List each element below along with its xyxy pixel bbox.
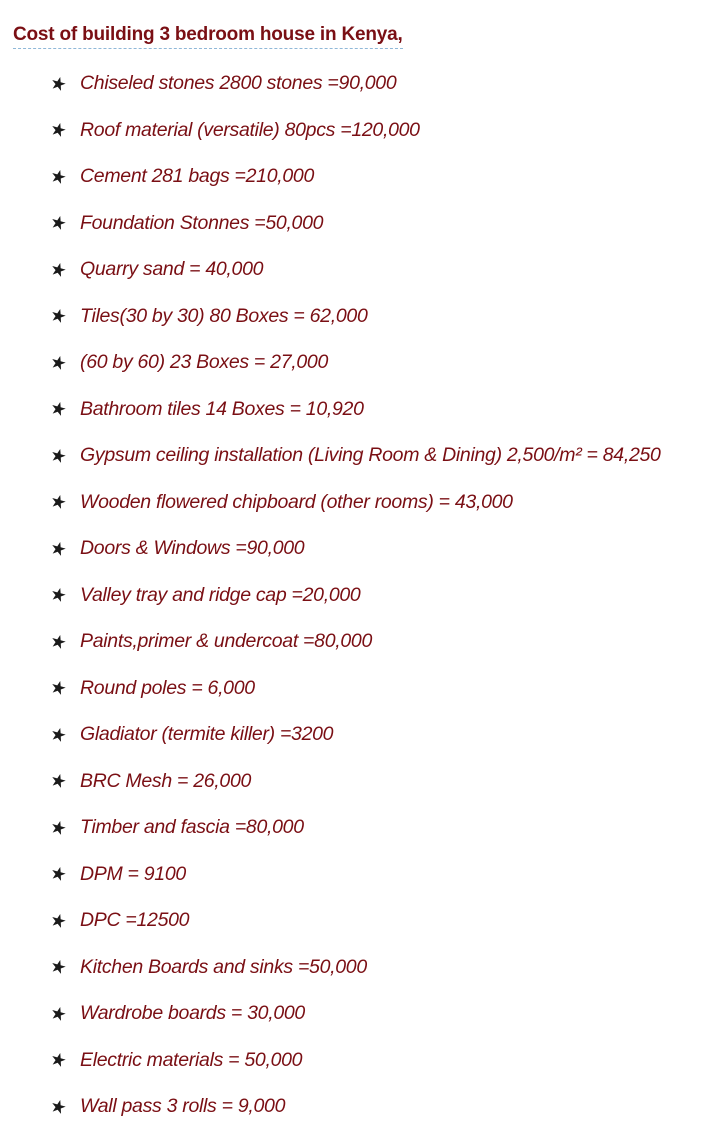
list-item-text: Timber and fascia =80,000 [80, 816, 304, 838]
list-item-text: DPC =12500 [80, 909, 190, 931]
cost-list [0, 60, 720, 1130]
list-item [0, 153, 720, 200]
list-item [0, 758, 720, 805]
list-item-text: Round poles = 6,000 [80, 676, 255, 699]
list-item-text: Doors & Windows =90,000 [80, 537, 305, 559]
list-item [0, 386, 720, 433]
list-item-text: Roof material (versatile) 80pcs =120,000 [80, 118, 420, 141]
star-icon [49, 479, 67, 526]
star-icon [49, 293, 67, 340]
star-icon [49, 432, 67, 479]
star-icon [49, 851, 67, 898]
star-icon [49, 990, 67, 1037]
list-item [0, 339, 720, 386]
list-item-text: BRC Mesh = 26,000 [80, 769, 252, 792]
list-item [0, 711, 720, 758]
star-icon [49, 200, 67, 247]
list-item-text: Valley tray and ridge cap =20,000 [80, 583, 361, 606]
list-item-text: Gladiator (termite killer) =3200 [80, 723, 334, 745]
star-icon [49, 60, 67, 107]
star-icon [49, 107, 67, 154]
list-item-text: Paints,primer & undercoat =80,000 [80, 630, 372, 652]
list-item [0, 851, 720, 898]
star-icon [49, 525, 67, 572]
list-item-text: Electric materials = 50,000 [80, 1048, 303, 1071]
page-title: Cost of building 3 bedroom house in Kenya, [13, 23, 403, 49]
list-item [0, 432, 720, 479]
star-icon [49, 804, 67, 851]
star-icon [49, 386, 67, 433]
star-icon [49, 665, 67, 712]
list-item [0, 60, 720, 107]
star-icon [49, 1037, 67, 1084]
list-item-text: DPM = 9100 [80, 862, 186, 885]
list-item [0, 1037, 720, 1084]
list-item-text: Wooden flowered chipboard (other rooms) = 43,000 [80, 490, 513, 513]
list-item [0, 897, 720, 944]
list-item-text: Wardrobe boards = 30,000 [80, 1002, 305, 1024]
list-item-text: Bathroom tiles 14 Boxes = 10,920 [80, 397, 364, 420]
list-item [0, 1083, 720, 1130]
star-icon [49, 897, 67, 944]
star-icon [49, 711, 67, 758]
star-icon [49, 758, 67, 805]
list-item-text: Kitchen Boards and sinks =50,000 [80, 955, 367, 978]
list-item-text: Quarry sand = 40,000 [80, 258, 264, 280]
list-item-text: (60 by 60) 23 Boxes = 27,000 [80, 351, 328, 373]
list-item [0, 200, 720, 247]
list-item [0, 107, 720, 154]
list-item-text: Foundation Stonnes =50,000 [80, 211, 324, 234]
list-item-text: Wall pass 3 rolls = 9,000 [80, 1095, 286, 1117]
list-item [0, 665, 720, 712]
list-item [0, 618, 720, 665]
star-icon [49, 246, 67, 293]
star-icon [49, 1083, 67, 1130]
star-icon [49, 572, 67, 619]
list-item [0, 479, 720, 526]
list-item [0, 990, 720, 1037]
list-item-text: Cement 281 bags =210,000 [80, 165, 315, 187]
list-item [0, 944, 720, 991]
list-item [0, 804, 720, 851]
star-icon [49, 618, 67, 665]
list-item [0, 246, 720, 293]
star-icon [49, 339, 67, 386]
star-icon [49, 153, 67, 200]
list-item [0, 525, 720, 572]
list-item-text: Gypsum ceiling installation (Living Room & Dining) 2,500/m² = 84,250 [80, 444, 661, 466]
list-item [0, 572, 720, 619]
star-icon [49, 944, 67, 991]
list-item-text: Chiseled stones 2800 stones =90,000 [80, 72, 397, 94]
list-item [0, 293, 720, 340]
list-item-text: Tiles(30 by 30) 80 Boxes = 62,000 [80, 304, 368, 327]
